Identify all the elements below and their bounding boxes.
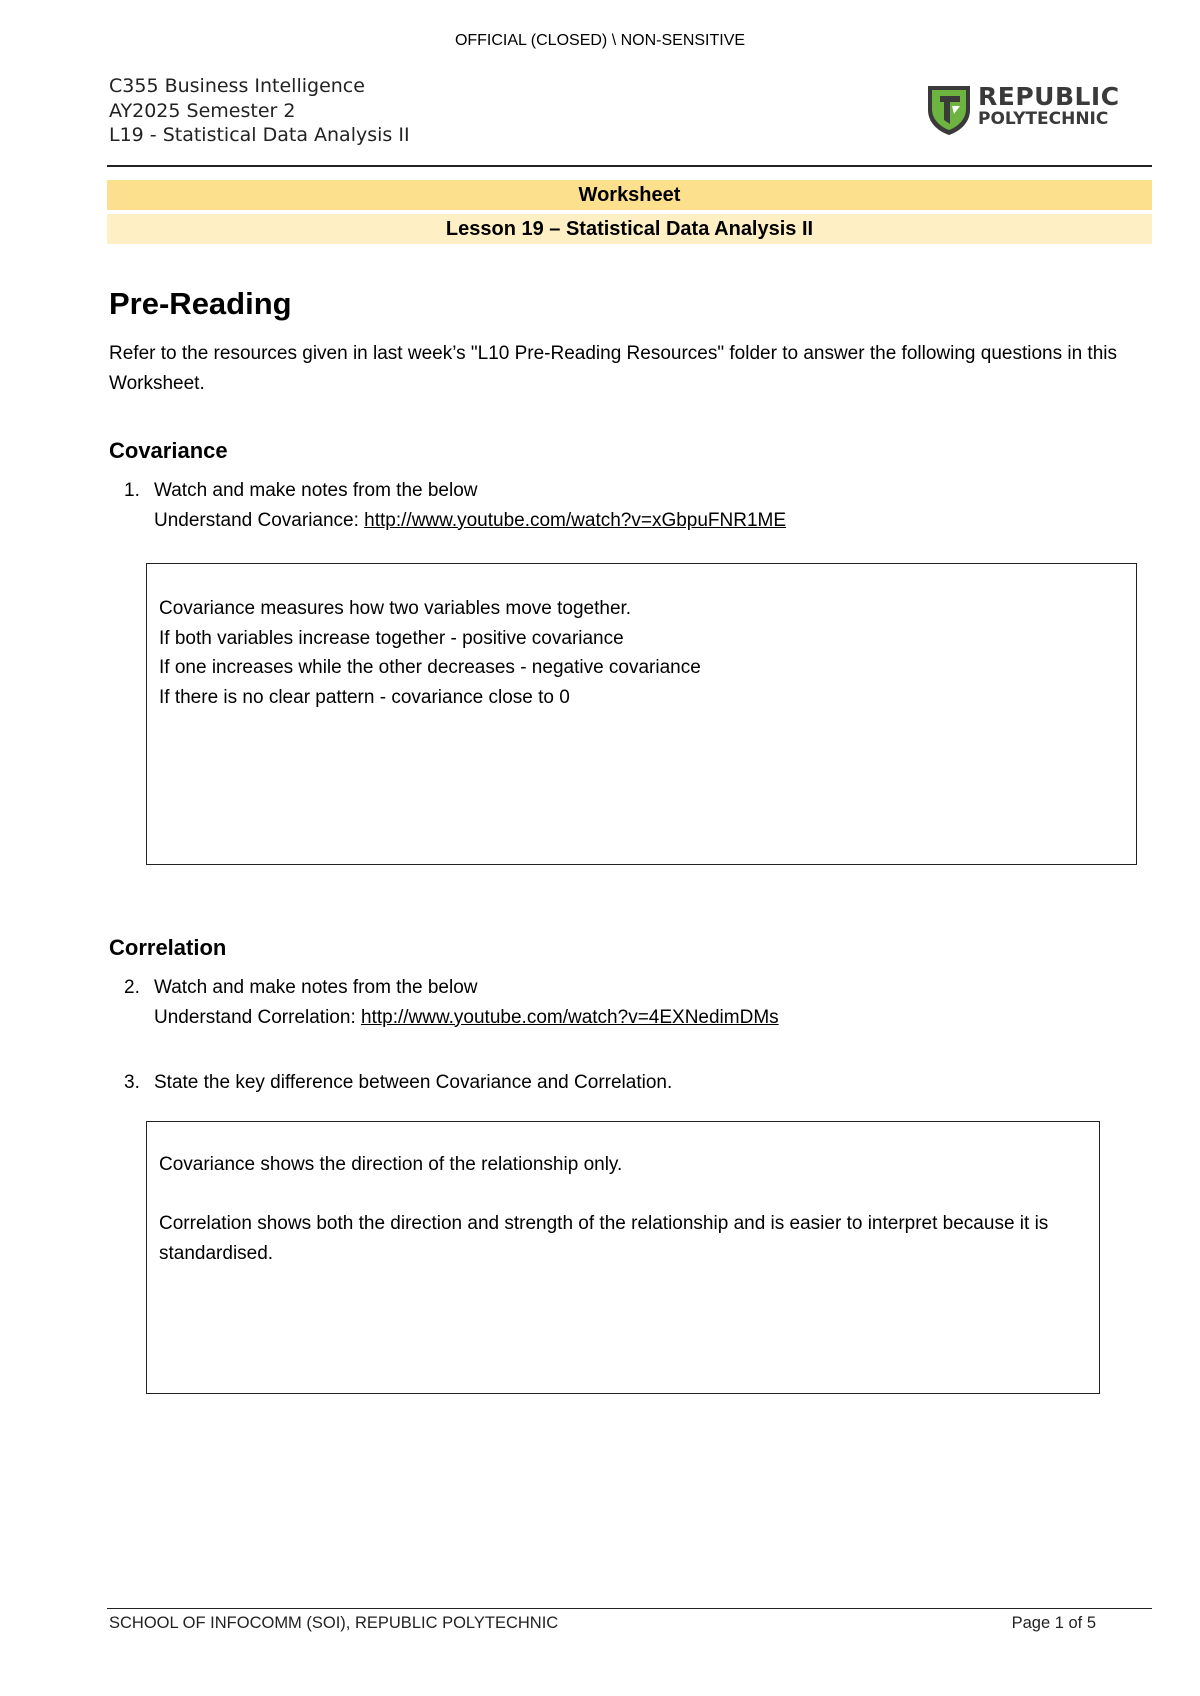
- intro-text: Refer to the resources given in last week’s "L10 Pre-Reading Resources" folder to answer the following questions in this Worksheet.: [109, 343, 1118, 394]
- answer-line: Covariance measures how two variables move together.: [159, 598, 632, 619]
- correlation-answer-box[interactable]: [146, 1121, 1100, 1394]
- covariance-heading: Covariance: [109, 438, 228, 463]
- semester: AY2025 Semester 2: [109, 99, 296, 122]
- answer-line: If one increases while the other decreases - negative covariance: [159, 657, 701, 678]
- classification-label: OFFICIAL (CLOSED) \ NON-SENSITIVE: [454, 32, 746, 49]
- shield-icon: [926, 84, 972, 136]
- covariance-video-link[interactable]: http://www.youtube.com/watch?v=xGbpuFNR1ME: [364, 509, 787, 531]
- question-text: Watch and make notes from the below: [154, 977, 478, 998]
- logo-line1: REPUBLIC: [978, 82, 1120, 111]
- header-divider: [107, 165, 1152, 167]
- link-label: Understand Correlation:: [154, 1006, 356, 1028]
- page-number: Page 1 of 5: [1011, 1614, 1096, 1632]
- correlation-video-link[interactable]: http://www.youtube.com/watch?v=4EXNedimDMs: [361, 1006, 779, 1028]
- logo-line2: POLYTECHNIC: [978, 109, 1109, 129]
- question-text: Watch and make notes from the below: [154, 480, 478, 501]
- section-heading: Pre-Reading: [109, 286, 292, 321]
- answer-line: If both variables increase together - positive covariance: [159, 627, 624, 649]
- answer-line: Covariance shows the direction of the relationship only.: [159, 1154, 623, 1175]
- worksheet-banner: Worksheet: [107, 180, 1152, 210]
- question-number: 2.: [124, 977, 140, 998]
- republic-polytechnic-logo: [926, 82, 1120, 142]
- footer-school: SCHOOL OF INFOCOMM (SOI), REPUBLIC POLYTECHNIC: [109, 1614, 559, 1632]
- lesson-title: L19 - Statistical Data Analysis II: [109, 124, 410, 146]
- answer-line: If there is no clear pattern - covariance close to 0: [159, 686, 570, 708]
- question-number: 1.: [124, 480, 140, 501]
- course-title: C355 Business Intelligence: [109, 75, 365, 97]
- answer-paragraph: Correlation shows both the direction and strength of the relationship and is easier to interpret because it is standardised.: [159, 1213, 1049, 1264]
- question-text: State the key difference between Covariance and Correlation.: [154, 1072, 673, 1093]
- footer-divider: [107, 1608, 1152, 1609]
- logo-text: [978, 82, 1120, 130]
- course-info: [109, 74, 410, 148]
- lesson-banner: Lesson 19 – Statistical Data Analysis II: [107, 214, 1152, 244]
- link-label: Understand Covariance:: [154, 509, 359, 531]
- covariance-answer-box[interactable]: [146, 563, 1137, 865]
- question-number: 3.: [124, 1072, 140, 1093]
- correlation-heading: Correlation: [109, 935, 227, 960]
